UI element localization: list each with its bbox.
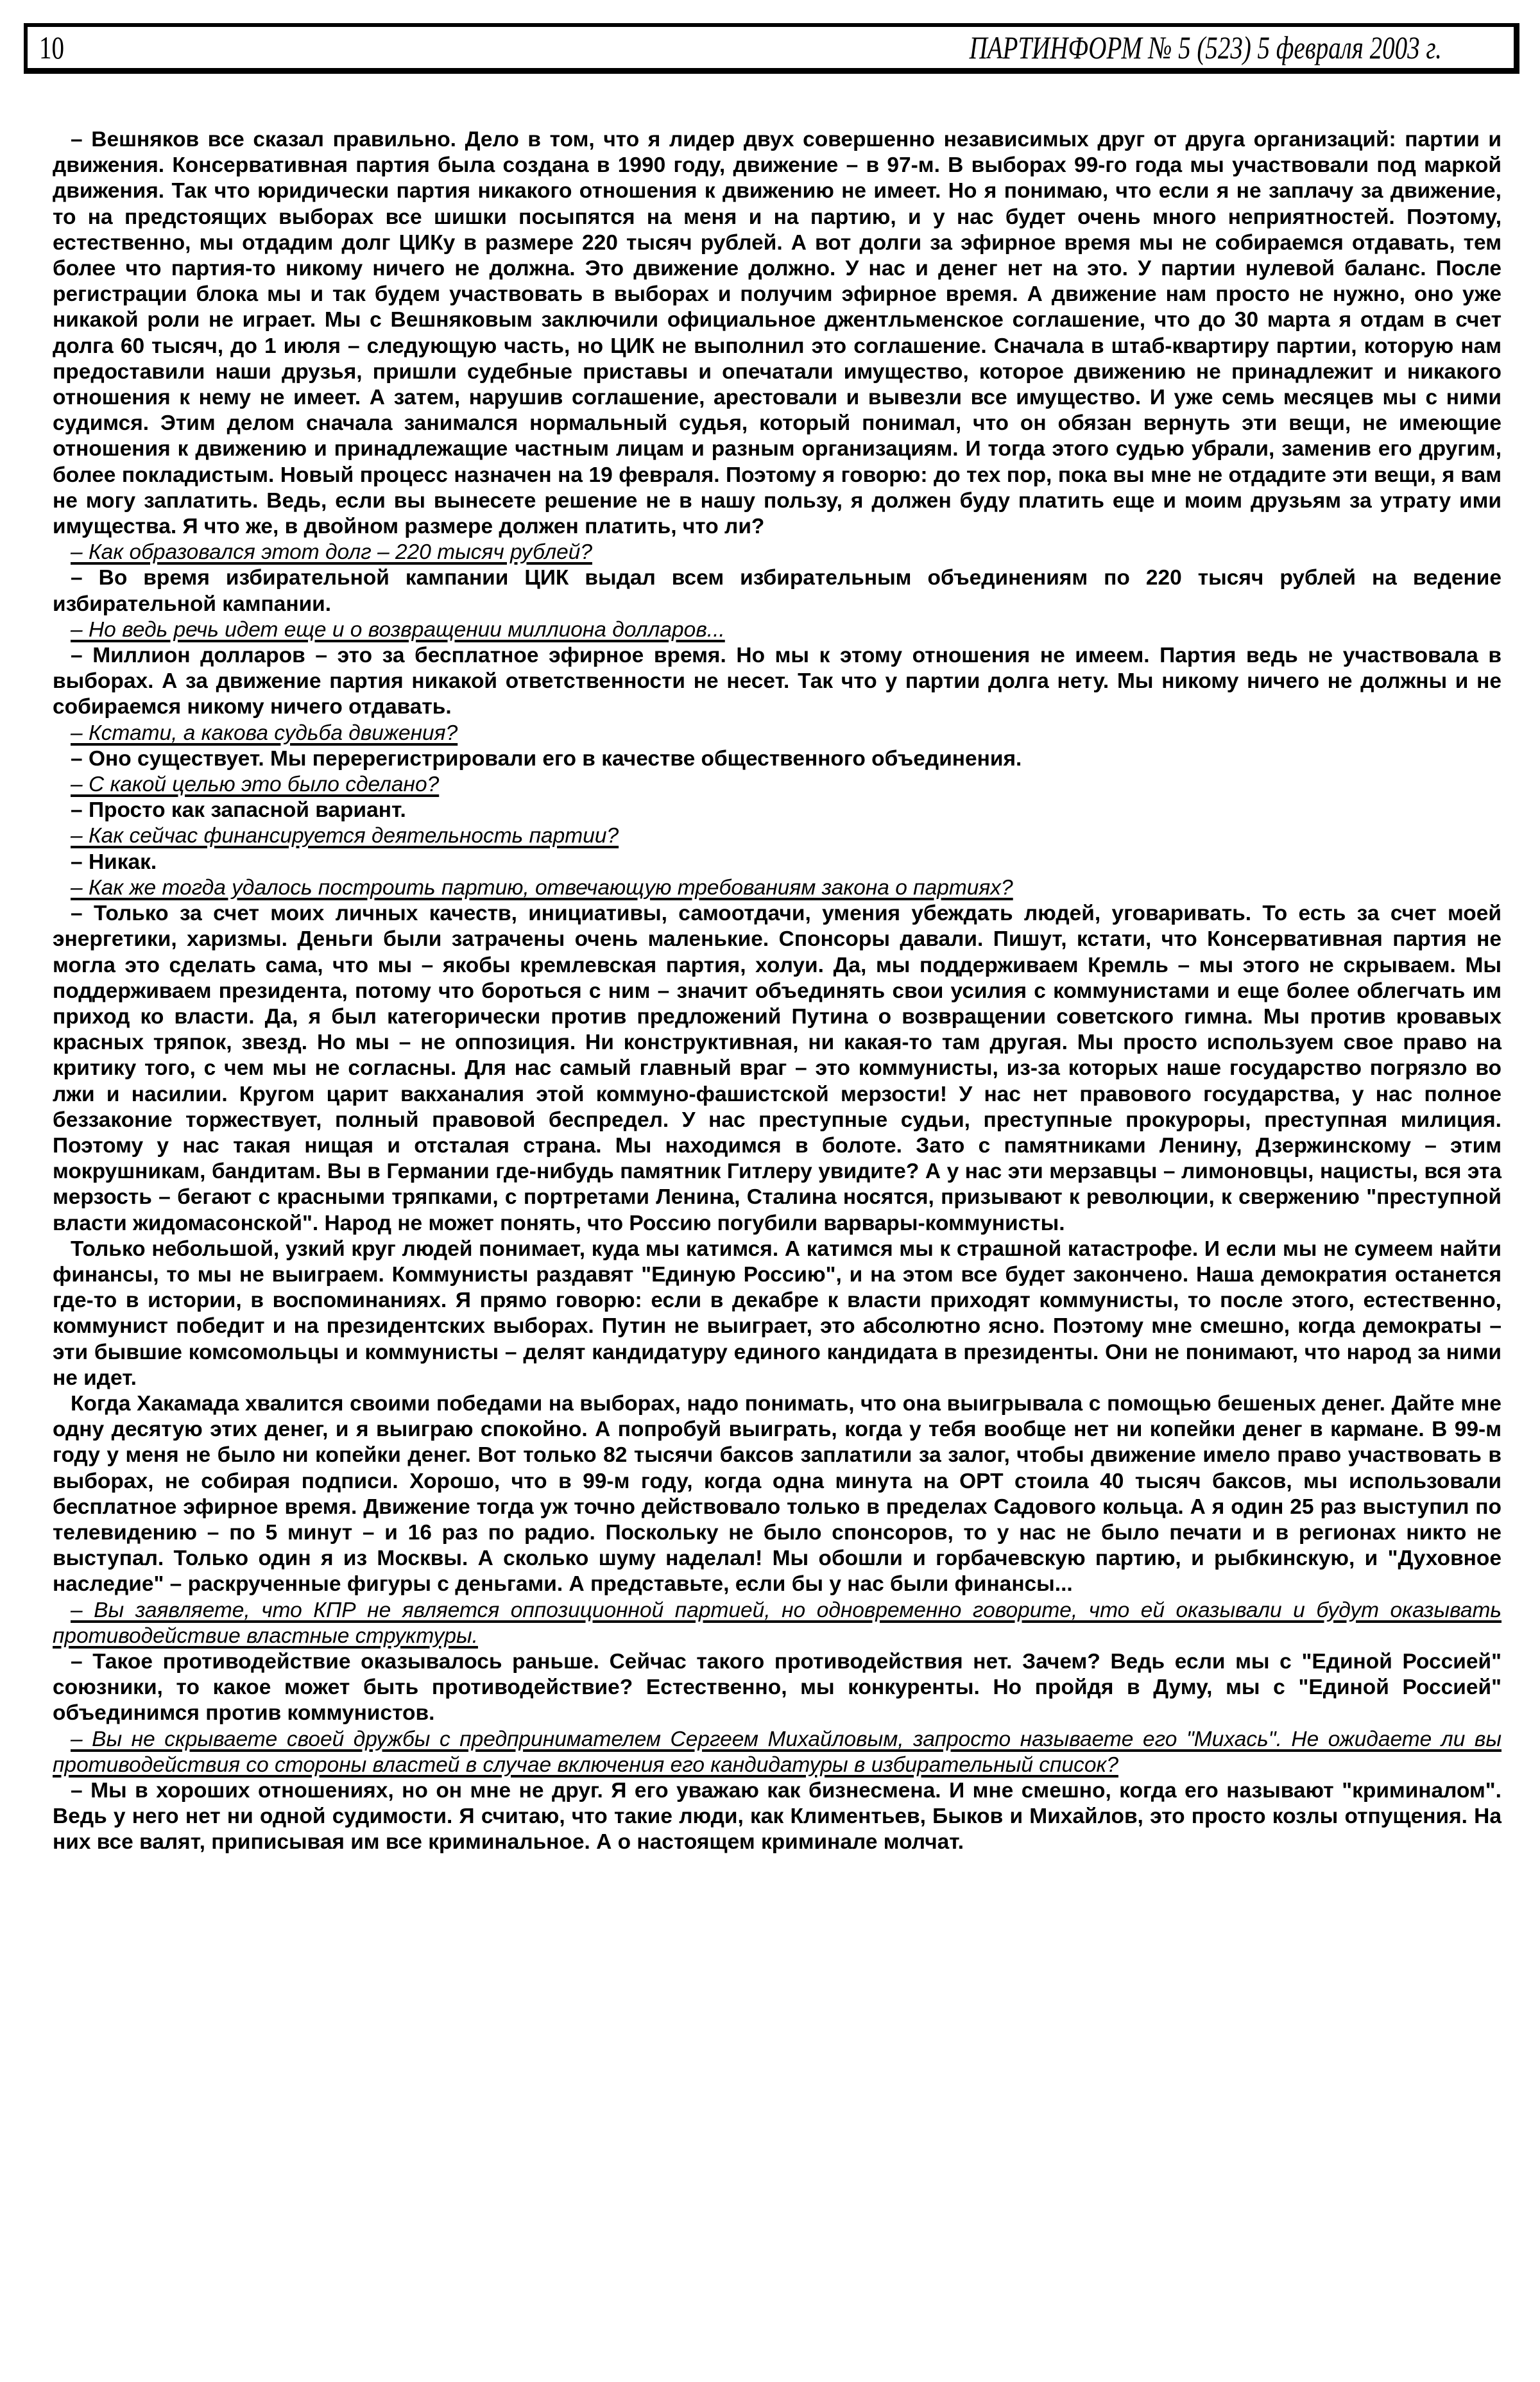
answer-paragraph: – Вешняков все сказал правильно. Дело в том, что я лидер двух совершенно независимых друг от друга организаций: партии и движения. Консервативная партия была создана в 1990 году, движение – в 97-м. В выборах 99-го года мы участвовали под маркой движения. Так что юридически партия никакого отношения к движению не имеет. Но я понимаю, что если я не заплачу за движение, то на предстоящих выборах все шишки посыпятся на меня и на партию, и у нас будет очень много неприятностей. Поэтому, естественно, мы отдадим долг ЦИКу в размере 220 тысяч рублей. А вот долги за эфирное время мы не собираемся отдавать, тем более что партия-то никому ничего не должна. Это движение должно. У нас и денег нет на это. У партии нулевой баланс. После регистрации блока мы и так будем участвовать в выборах и получим эфирное время. А движение нам просто не нужно, оно уже никакой роли не играет. Мы с Вешняковым заключили официальное джентльменское соглашение, что до 30 марта я отдам в счет долга 60 тысяч, до 1 июля – следующую часть, но ЦИК не выполнил это соглашение. Сначала в штаб-квартиру партии, которую нам предоставили наши друзья, пришли судебные приставы и опечатали имущество, которое движению не принадлежит и никакого отношения к нему не имеет. А затем, нарушив соглашение, арестовали и вывезли все имущество. И уже семь месяцев мы с ними судимся. Этим делом сначала занимался нормальный судья, который понимал, что он обязан вернуть эти вещи, не имеющие отношения к движению и принадлежащие частным лицам и разным организациям. И тогда этого судью убрали, заменив его другим, более покладистым. Новый процесс назначен на 19 февраля. Поэтому я говорю: до тех пор, пока вы мне не отдадите эти вещи, я вам не могу заплатить. Ведь, если вы вынесете решение не в нашу пользу, я должен буду платить еще и моим друзьям за утрату ими имущества. Я что же, в двойном размере должен платить, что ли? [53,128,1502,539]
interviewer-question: – Как же тогда удалось построить партию, отвечающую требованиям закона о партиях? [71,875,1013,900]
interviewer-question: – Но ведь речь идет еще и о возвращении миллиона долларов... [71,617,725,642]
interview-article [53,127,1502,1856]
newspaper-masthead: ПАРТИНФОРМ № 5 (523) 5 февраля 2003 г. [969,30,1442,65]
interviewer-question: – Как сейчас финансируется деятельность партии? [71,824,619,848]
answer-paragraph: – Просто как запасной вариант. [71,798,406,823]
answer-paragraph: – Миллион долларов – это за бесплатное эфирное время. Но мы к этому отношения не имеем. Партия ведь не участвовала в выборах. А за движение партия никакой ответственности не несет. Так что у партии долга нету. Мы никому ничего не должны и не собираемся никому ничего отдавать. [53,644,1502,719]
body-paragraph: Только небольшой, узкий круг людей понимает, куда мы катимся. А катимся мы к страшной катастрофе. И если мы не сумеем найти финансы, то мы не выиграем. Коммунисты раздавят "Единую Россию", и на этом все будет закончено. Наша демократия останется где-то в истории, в воспоминаниях. Я прямо говорю: если в декабре к власти приходят коммунисты, то после этого, естественно, коммунист победит и на президентских выборах. Путин не выиграет, это абсолютно ясно. Поэтому мне смешно, когда демократы – эти бывшие комсомольцы и коммунисты – делят кандидатуру единого кандидата в президенты. Они не понимают, что народ за ними не идет. [53,1237,1502,1390]
interviewer-question: – С какой целью это было сделано? [71,773,440,797]
interviewer-question: – Как образовался этот долг – 220 тысяч рублей? [71,540,592,565]
answer-paragraph: – Такое противодействие оказывалось раньше. Сейчас такого противодействия нет. Зачем? Ведь если мы с "Единой Россией" союзники, то какое может быть противодействие? Естественно, мы конкуренты. Но пройдя в Думу, мы с "Единой Россией" объединимся против коммунистов. [53,1649,1502,1726]
body-paragraph: Когда Хакамада хвалится своими победами на выборах, надо понимать, что она выигрывала с помощью бешеных денег. Дайте мне одну десятую этих денег, и я выиграю спокойно. А попробуй выиграть, когда у тебя вообще нет ни копейки денег в кармане. В 99-м году у меня не было ни копейки денег. Вот только 82 тысячи баксов заплатили за залог, чтобы движение имело право участвовать в выборах, не собирая подписи. Хорошо, что в 99-м году, когда одна минута на ОРТ стоила 40 тысяч баксов, мы использовали бесплатное эфирное время. Движение тогда уж точно действовало только в пределах Садового кольца. А я один 25 раз выступил по телевидению – по 5 минут – и 16 раз по радио. Поскольку не было спонсоров, то у нас не было печати и в регионах никто не выступал. Только один я из Москвы. А сколько шуму наделал! Мы обошли и горбачевскую партию, и рыбкинскую, и "Духовное наследие" – раскрученные фигуры с деньгами. А представьте, если бы у нас были финансы... [53,1391,1502,1597]
answer-paragraph: – Только за счет моих личных качеств, инициативы, самоотдачи, умения убеждать людей, уговаривать. То есть за счет моей энергетики, харизмы. Деньги были затрачены очень маленькие. Спонсоры давали. Пишут, кстати, что Консервативная партия не могла это сделать сама, что мы – якобы кремлевская партия, холуи. Да, мы поддерживаем Кремль – мы этого не скрываем. Мы поддерживаем президента, потому что бороться с ним – значит объединять свои усилия с коммунистами и еще более облегчать им приход ко власти. Да, я был категорически против предложений Путина о возвращении советского гимна. Мы против кровавых красных тряпок, звезд. Но мы – не оппозиция. Ни конструктивная, ни какая-то там другая. Мы просто используем свое право на критику того, с чем мы не согласны. Для нас самый главный враг – это коммунисты, из-за которых наше государство погрязло во лжи и насилии. Кругом царит вакханалия этой коммуно-фашистской мерзости! У нас нет правового государства, у нас полное беззаконие торжествует, полный правовой беспредел. У нас преступные судьи, преступные прокуроры, преступная милиция. Поэтому у нас такая нищая и отсталая страна. Мы находимся в болоте. Зато с памятниками Ленину, Дзержинскому – этим мокрушникам, бандитам. Вы в Германии где-нибудь памятник Гитлеру увидите? А у нас эти мерзавцы – лимоновцы, нацисты, вся эта мерзость – бегают с красными тряпками, с портретами Ленина, Сталина носятся, призывают к революции, к свержению "преступной власти жидомасонской". Народ не может понять, что Россию погубили варвары-коммунисты. [53,902,1502,1235]
interviewer-question: – Вы не скрываете своей дружбы с предпринимателем Сергеем Михайловым, запросто называете его "Михась". Не ожидаете ли вы противодействия со стороны властей в случае включения его кандидатуры в избирательный список? [53,1727,1502,1777]
page-header [24,23,1519,74]
interviewer-question: – Вы заявляете, что КПР не является оппозиционной партией, но одновременно говорите, что ей оказывали и будут оказывать противодействие властные структуры. [53,1598,1502,1648]
page-number: 10 [39,30,64,65]
answer-paragraph: – Никак. [71,850,157,874]
answer-paragraph: – Оно существует. Мы перерегистрировали его в качестве общественного объединения. [71,746,1022,771]
answer-paragraph: – Во время избирательной кампании ЦИК выдал всем избирательным объединениям по 220 тысяч рублей на ведение избирательной кампании. [53,566,1502,616]
interviewer-question: – Кстати, а какова судьба движения? [71,721,458,745]
answer-paragraph: – Мы в хороших отношениях, но он мне не друг. Я его уважаю как бизнесмена. И мне смешно, когда его называют "криминалом". Ведь у него нет ни одной судимости. Я считаю, что такие люди, как Климентьев, Быков и Михайлов, это просто козлы отпущения. На них все валят, приписывая им все криминальное. А о настоящем криминале молчат. [53,1779,1502,1855]
